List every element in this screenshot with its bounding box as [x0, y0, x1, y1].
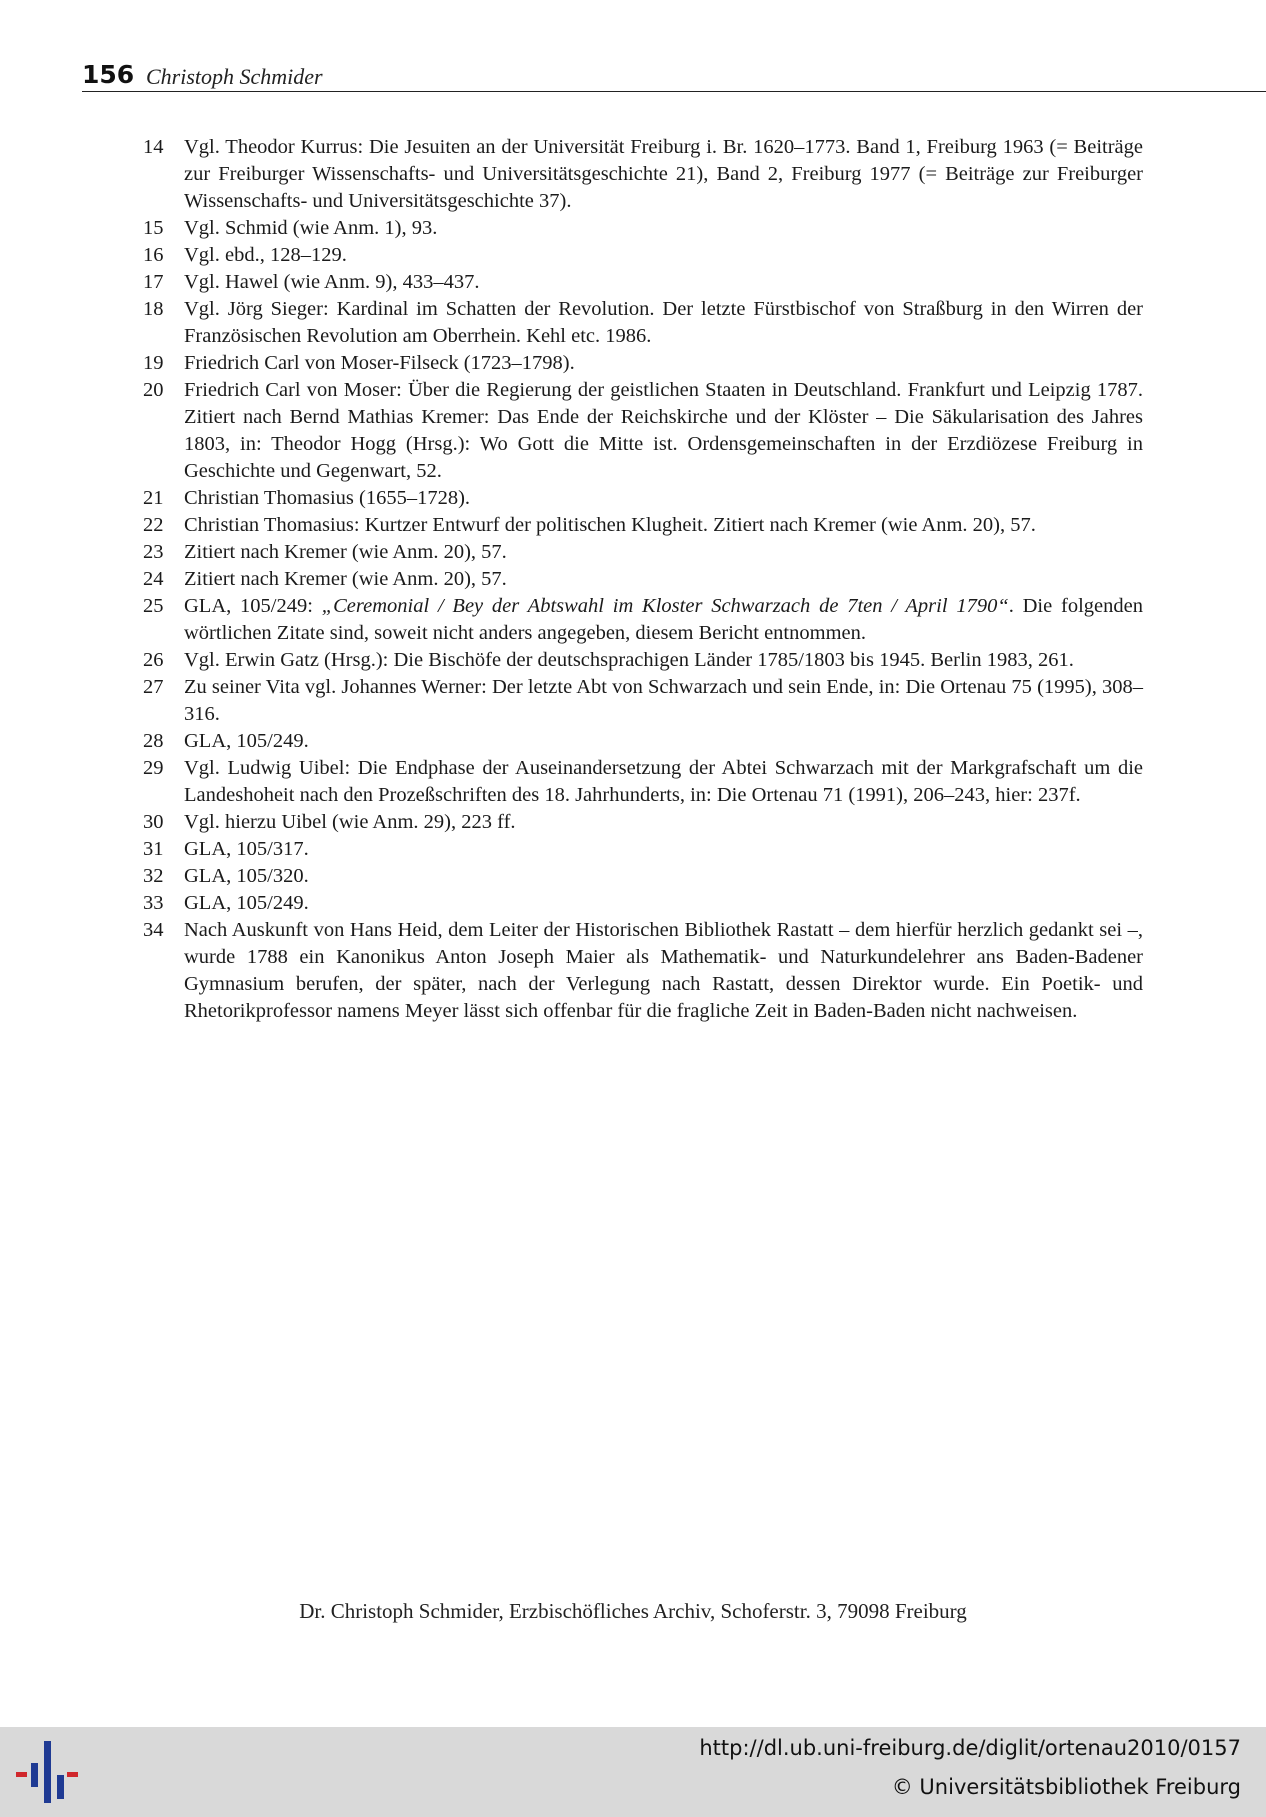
- footnote-number: 31: [143, 838, 164, 860]
- footnote: [143, 242, 1143, 269]
- footnote-text: Vgl. ebd., 128–129.: [184, 244, 347, 266]
- footnote-number: 34: [143, 919, 164, 941]
- footnote-number: 17: [143, 271, 164, 293]
- footnote-text: Friedrich Carl von Moser-Filseck (1723–1798).: [184, 352, 575, 374]
- footnote-number: 16: [143, 244, 164, 266]
- footnote-number: 20: [143, 379, 164, 401]
- footnote-text: Zitiert nach Kremer (wie Anm. 20), 57.: [184, 568, 507, 590]
- footnote-text: Vgl. Theodor Kurrus: Die Jesuiten an der Universität Freiburg i. Br. 1620–1773. Band 1, Freiburg 1963 (= Beiträge zur Freiburger Wissenschafts- und Universitätsgeschichte 21), Band 2, Freiburg 1977 (= Beiträge zur Freiburger Wissenschafts- und Universitätsgeschichte 37).: [184, 136, 1143, 212]
- university-library-logo: [14, 1741, 80, 1803]
- footnote-text: Christian Thomasius (1655–1728).: [184, 487, 471, 509]
- footnote-number: 30: [143, 811, 164, 833]
- footnote: [143, 350, 1143, 377]
- footnote-text: Zitiert nach Kremer (wie Anm. 20), 57.: [184, 541, 507, 563]
- footnote-number: 22: [143, 514, 164, 536]
- footnote: [143, 917, 1143, 1025]
- footnote-text: Vgl. Jörg Sieger: Kardinal im Schatten der Revolution. Der letzte Fürstbischof von Straßburg in den Wirren der Französischen Revolution am Oberrhein. Kehl etc. 1986.: [184, 298, 1143, 347]
- footnote-text: Zu seiner Vita vgl. Johannes Werner: Der letzte Abt von Schwarzach und sein Ende, in: Die Ortenau 75 (1995), 308–316.: [184, 676, 1143, 725]
- footnote-text: Vgl. hierzu Uibel (wie Anm. 29), 223 ff.: [184, 811, 516, 833]
- footnote-number: 15: [143, 217, 164, 239]
- footnote-number: 28: [143, 730, 164, 752]
- author-address: Dr. Christoph Schmider, Erzbischöfliches Archiv, Schoferstr. 3, 79098 Freiburg: [299, 1599, 967, 1623]
- italic-quote: „Ceremonial / Bey der Abtswahl im Kloster Schwarzach de 7ten / April 1790“: [321, 595, 1009, 617]
- footnote-text: GLA, 105/249.: [184, 892, 309, 914]
- footnotes-list: [143, 134, 1143, 1025]
- footnote-text: Vgl. Hawel (wie Anm. 9), 433–437.: [184, 271, 480, 293]
- footnote-number: 23: [143, 541, 164, 563]
- footnote: [143, 512, 1143, 539]
- footnote-number: 18: [143, 298, 164, 320]
- footnote: [143, 134, 1143, 215]
- footnote-text: Vgl. Schmid (wie Anm. 1), 93.: [184, 217, 438, 239]
- footnote: [143, 566, 1143, 593]
- footnote: [143, 593, 1143, 647]
- footnote-number: 14: [143, 136, 164, 158]
- footnote-number: 33: [143, 892, 164, 914]
- footnote: [143, 890, 1143, 917]
- footnote-text: GLA, 105/320.: [184, 865, 309, 887]
- footnote: [143, 836, 1143, 863]
- footnote-text: Christian Thomasius: Kurtzer Entwurf der politischen Klugheit. Zitiert nach Kremer (wie Anm. 20), 57.: [184, 514, 1036, 536]
- footnote: [143, 215, 1143, 242]
- footnote-text: Nach Auskunft von Hans Heid, dem Leiter der Historischen Bibliothek Rastatt – dem hierfür herzlich gedankt sei –, wurde 1788 ein Kanonikus Anton Joseph Maier als Mathematik- und Naturkundelehrer ans Baden-Badener Gymnasium berufen, der später, nach der Verlegung nach Rastatt, dessen Direktor wurde. Ein Poetik- und Rhetorikprofessor namens Meyer lässt sich offenbar für die fragliche Zeit in Baden-Baden nicht nachweisen.: [184, 919, 1143, 1022]
- footnote-number: 25: [143, 595, 164, 617]
- footnote: [143, 728, 1143, 755]
- footnote-number: 24: [143, 568, 164, 590]
- footnote: [143, 539, 1143, 566]
- footnote: [143, 377, 1143, 485]
- page-number: 156: [82, 60, 135, 89]
- footnote: [143, 647, 1143, 674]
- citation-remark: . Die folgenden wörtlichen Zitate sind, soweit nicht anders angegeben, diesem Bericht entnommen.: [184, 595, 1143, 644]
- footnote-number: 27: [143, 676, 164, 698]
- footnote-text: Vgl. Ludwig Uibel: Die Endphase der Auseinandersetzung der Abtei Schwarzach mit der Markgrafschaft um die Landeshoheit nach den Prozeßschriften des 18. Jahrhunderts, in: Die Ortenau 71 (1991), 206–243, hier: 237f.: [184, 757, 1143, 806]
- header-rule: [82, 91, 1266, 92]
- footnote-number: 32: [143, 865, 164, 887]
- footnote-text: Friedrich Carl von Moser: Über die Regierung der geistlichen Staaten in Deutschland. Frankfurt und Leipzig 1787. Zitiert nach Bernd Mathias Kremer: Das Ende der Reichskirche und der Klöster – Die Säkularisation des Jahres 1803, in: Theodor Hogg (Hrsg.): Wo Gott die Mitte ist. Ordensgemeinschaften in der Erzdiözese Freiburg in Geschichte und Gegenwart, 52.: [184, 379, 1143, 482]
- footnote: [143, 755, 1143, 809]
- footnote-text: [184, 593, 1143, 647]
- footnote-number: 29: [143, 757, 164, 779]
- footnote: [143, 674, 1143, 728]
- running-head-author: Christoph Schmider: [146, 64, 323, 89]
- permalink-url[interactable]: http://dl.ub.uni-freiburg.de/diglit/ortenau2010/0157: [699, 1736, 1241, 1760]
- footnote-text: GLA, 105/249.: [184, 730, 309, 752]
- footnote-number: 26: [143, 649, 164, 671]
- footnote-text: Vgl. Erwin Gatz (Hrsg.): Die Bischöfe der deutschsprachigen Länder 1785/1803 bis 1945. Berlin 1983, 261.: [184, 649, 1074, 671]
- footnote: [143, 269, 1143, 296]
- copyright-notice: © Universitätsbibliothek Freiburg: [891, 1775, 1241, 1799]
- footnote-text: GLA, 105/317.: [184, 838, 309, 860]
- footnote: [143, 863, 1143, 890]
- citation-source: GLA, 105/249:: [184, 595, 322, 617]
- footnote: [143, 485, 1143, 512]
- footnote: [143, 296, 1143, 350]
- footnote-number: 21: [143, 487, 164, 509]
- footnote: [143, 809, 1143, 836]
- running-header: [82, 60, 1266, 92]
- digital-library-footer: [0, 1727, 1266, 1817]
- footnote-number: 19: [143, 352, 164, 374]
